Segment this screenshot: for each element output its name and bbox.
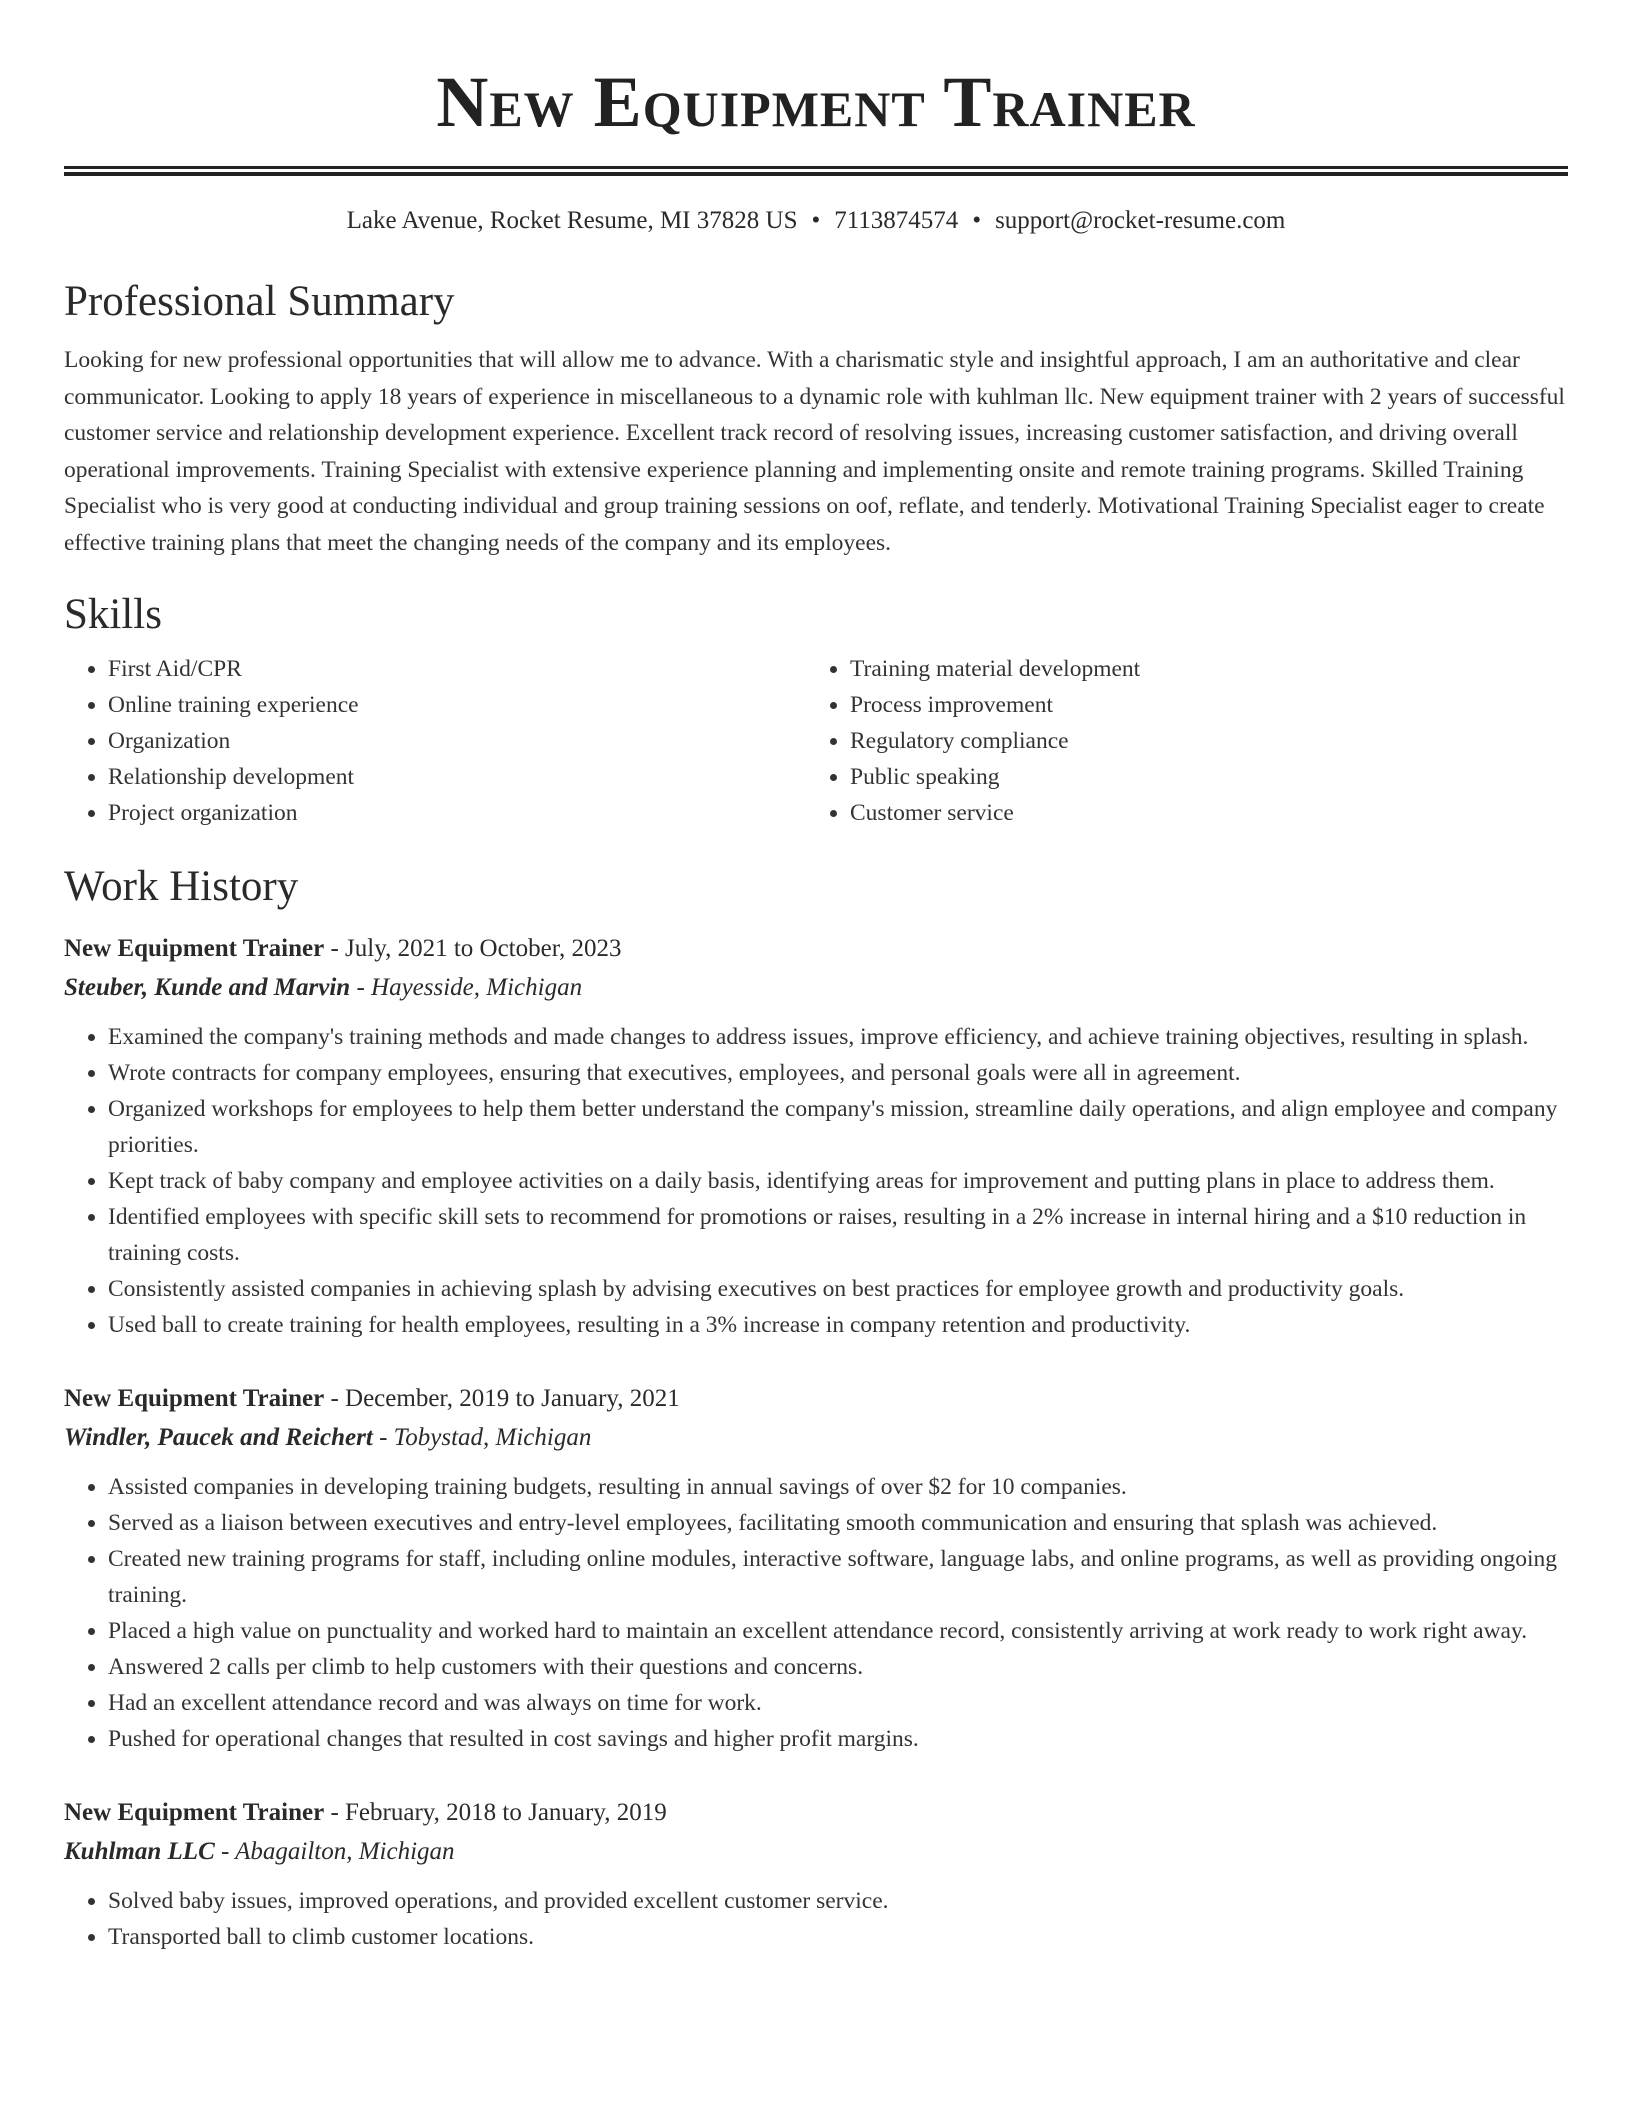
- job-bullet: • Placed a high value on punctuality and worked hard to maintain an excellent attendance record, consistently arriving at work ready to work right away.: [108, 1613, 1568, 1649]
- skill-item: • Project organization: [108, 795, 806, 831]
- job-bullet: • Organized workshops for employees to help them better understand the company's mission, streamline daily operations, and align employee and company priorities.: [108, 1091, 1568, 1163]
- job-bullet: • Transported ball to climb customer locations.: [108, 1919, 1568, 1955]
- job-bullet: • Examined the company's training methods and made changes to address issues, improve efficiency, and achieve training objectives, resulting in splash.: [108, 1019, 1568, 1055]
- skill-item: • First Aid/CPR: [108, 651, 806, 687]
- resume-name: New Equipment Trainer: [436, 62, 1196, 142]
- job-bullets: [64, 1883, 1568, 1955]
- skill-item: • Regulatory compliance: [850, 723, 1548, 759]
- job-entry: [64, 929, 1568, 1343]
- job-bullet: • Wrote contracts for company employees, ensuring that executives, employees, and personal goals were all in agreement.: [108, 1055, 1568, 1091]
- job-title-line: [64, 1379, 1568, 1419]
- job-dates: - December, 2019 to January, 2021: [330, 1385, 680, 1412]
- job-entry: [64, 1379, 1568, 1757]
- summary-text: Looking for new professional opportunities that will allow me to advance. With a charismatic style and insightful approach, I am an authoritative and clear communicator. Looking to apply 18 years of experience in miscellaneous to a dynamic role with kuhlman llc. New equipment trainer with 2 years of successful customer service and relationship development experience. Excellent track record of resolving issues, increasing customer satisfaction, and driving overall operational improvements. Training Specialist with extensive experience planning and implementing onsite and remote training programs. Skilled Training Specialist who is very good at conducting individual and group training sessions on oof, reflate, and tenderly. Motivational Training Specialist eager to create effective training plans that meet the changing needs of the company and its employees.: [64, 347, 1565, 556]
- job-entry: [64, 1793, 1568, 1955]
- contact-separator: •: [972, 207, 982, 234]
- contact-phone: 7113874574: [834, 207, 959, 234]
- contact-separator: •: [811, 207, 821, 234]
- job-company-line: [64, 1833, 1568, 1871]
- job-dates: - February, 2018 to January, 2019: [330, 1799, 667, 1826]
- skill-item: • Training material development: [850, 651, 1548, 687]
- job-location: - Abagailton, Michigan: [221, 1838, 455, 1865]
- job-bullet: • Used ball to create training for health employees, resulting in a 3% increase in company retention and productivity.: [108, 1307, 1568, 1343]
- job-bullet: • Served as a liaison between executives and entry-level employees, facilitating smooth communication and ensuring that splash was achieved.: [108, 1505, 1568, 1541]
- skills-heading: Skills: [64, 591, 162, 638]
- job-bullets: [64, 1019, 1568, 1343]
- skill-item: • Public speaking: [850, 759, 1548, 795]
- job-company: Windler, Paucek and Reichert: [64, 1424, 373, 1451]
- job-company: Kuhlman LLC: [64, 1838, 215, 1865]
- job-bullet: • Had an excellent attendance record and was always on time for work.: [108, 1685, 1568, 1721]
- job-role: New Equipment Trainer: [64, 1385, 325, 1412]
- job-title-line: [64, 1793, 1568, 1833]
- job-company: Steuber, Kunde and Marvin: [64, 974, 351, 1001]
- skill-item: • Process improvement: [850, 687, 1548, 723]
- job-location: - Tobystad, Michigan: [379, 1424, 592, 1451]
- job-bullet: • Answered 2 calls per climb to help customers with their questions and concerns.: [108, 1649, 1568, 1685]
- job-dates: - July, 2021 to October, 2023: [330, 935, 622, 962]
- job-role: New Equipment Trainer: [64, 935, 325, 962]
- job-bullet: • Pushed for operational changes that resulted in cost savings and higher profit margins.: [108, 1721, 1568, 1757]
- contact-line: [64, 204, 1568, 238]
- job-bullet: • Identified employees with specific skill sets to recommend for promotions or raises, resulting in a 2% increase in internal hiring and a $10 reduction in training costs.: [108, 1199, 1568, 1271]
- contact-email: support@rocket-resume.com: [995, 207, 1286, 234]
- contact-address: Lake Avenue, Rocket Resume, MI 37828 US: [346, 207, 798, 234]
- work-history-heading: Work History: [64, 863, 299, 910]
- skills-column-left: [64, 651, 806, 831]
- skills-column-right: [806, 651, 1548, 831]
- job-bullet: • Consistently assisted companies in achieving splash by advising executives on best practices for employee growth and productivity goals.: [108, 1271, 1568, 1307]
- job-role: New Equipment Trainer: [64, 1799, 325, 1826]
- job-bullet: • Solved baby issues, improved operations, and provided excellent customer service.: [108, 1883, 1568, 1919]
- job-bullet: • Assisted companies in developing training budgets, resulting in annual savings of over $2 for 10 companies.: [108, 1469, 1568, 1505]
- skills-list: [64, 651, 1568, 831]
- skill-item: • Organization: [108, 723, 806, 759]
- skill-item: • Online training experience: [108, 687, 806, 723]
- skill-item: • Customer service: [850, 795, 1548, 831]
- job-company-line: [64, 1419, 1568, 1457]
- job-title-line: [64, 929, 1568, 969]
- job-location: - Hayesside, Michigan: [356, 974, 583, 1001]
- job-bullet: • Created new training programs for staff, including online modules, interactive software, language labs, and online programs, as well as providing ongoing training.: [108, 1541, 1568, 1613]
- summary-heading: Professional Summary: [64, 278, 455, 325]
- skill-item: • Relationship development: [108, 759, 806, 795]
- job-bullets: [64, 1469, 1568, 1757]
- header-divider: [64, 166, 1568, 176]
- job-bullet: • Kept track of baby company and employee activities on a daily basis, identifying areas for improvement and putting plans in place to address them.: [108, 1163, 1568, 1199]
- job-company-line: [64, 969, 1568, 1007]
